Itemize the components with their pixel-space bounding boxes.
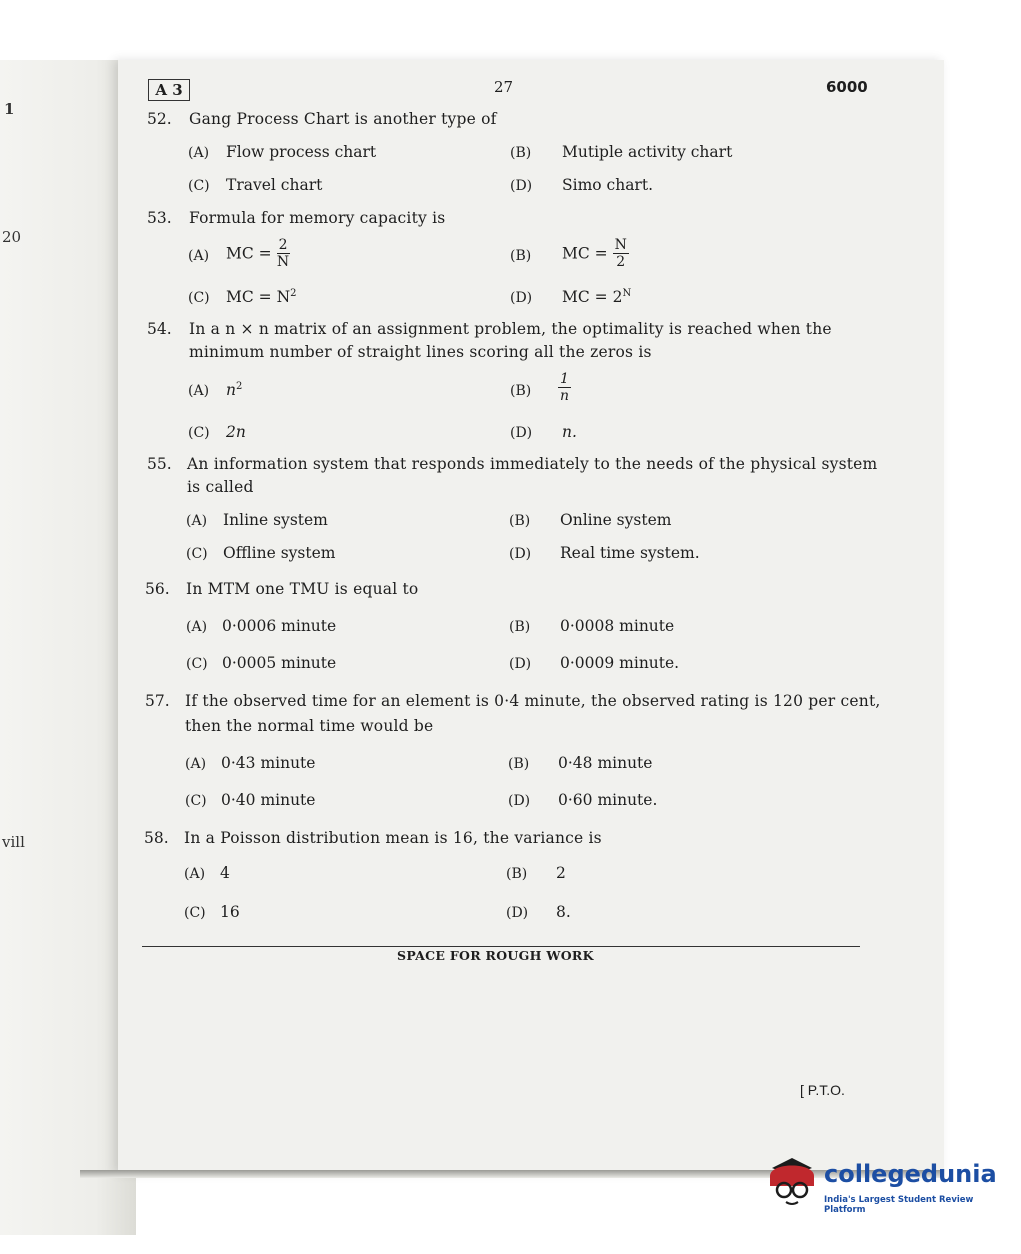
option-label: (C) bbox=[185, 793, 207, 809]
question-number: 54. bbox=[147, 320, 172, 338]
option-text: Real time system. bbox=[560, 544, 700, 562]
question-text: then the normal time would be bbox=[185, 717, 434, 735]
question-text: In MTM one TMU is equal to bbox=[186, 580, 419, 598]
option-label: (C) bbox=[186, 546, 208, 562]
brand-tagline: India's Largest Student Review Platform bbox=[824, 1195, 974, 1215]
question-text: In a n × n matrix of an assignment problem, the optimality is reached when the bbox=[189, 320, 832, 338]
option-text: 0·60 minute. bbox=[558, 791, 658, 809]
option-text: 0·0005 minute bbox=[222, 654, 337, 672]
option-label: (D) bbox=[510, 178, 533, 194]
option-label: (D) bbox=[506, 905, 529, 921]
formula-option: $\frac{1}{n}$ bbox=[559, 371, 569, 404]
option-label: (A) bbox=[188, 383, 210, 399]
question-number: 57. bbox=[145, 692, 170, 710]
option-label: (A) bbox=[186, 619, 208, 635]
question-text: In a Poisson distribution mean is 16, the variance is bbox=[184, 829, 602, 847]
option-label: (B) bbox=[509, 513, 531, 529]
pto-note: [ P.T.O. bbox=[800, 1082, 845, 1098]
option-text: 0·40 minute bbox=[221, 791, 316, 809]
rough-work-divider bbox=[142, 946, 860, 947]
option-text: 2 bbox=[556, 864, 566, 882]
question-number: 52. bbox=[147, 110, 172, 128]
question-text: If the observed time for an element is 0·4 minute, the observed rating is 120 per cent, bbox=[185, 692, 881, 710]
option-label: (D) bbox=[510, 290, 533, 306]
option-label: (D) bbox=[509, 546, 532, 562]
option-label: (A) bbox=[188, 145, 210, 161]
question-number: 56. bbox=[145, 580, 170, 598]
option-label: (B) bbox=[509, 619, 531, 635]
graduate-mascot-icon bbox=[764, 1146, 820, 1210]
question-text: Formula for memory capacity is bbox=[189, 209, 446, 227]
option-label: (C) bbox=[188, 425, 210, 441]
option-text: n. bbox=[562, 423, 577, 441]
option-label: (A) bbox=[185, 756, 207, 772]
option-text: 8. bbox=[556, 903, 571, 921]
option-text: 4 bbox=[220, 864, 230, 882]
paper-code: 6000 bbox=[826, 78, 868, 96]
question-text: Gang Process Chart is another type of bbox=[189, 110, 497, 128]
question-text: is called bbox=[187, 478, 254, 496]
option-text: 0·0008 minute bbox=[560, 617, 675, 635]
option-label: (D) bbox=[509, 656, 532, 672]
formula-option: MC = $2^N$ bbox=[562, 288, 632, 307]
option-label: (C) bbox=[186, 656, 208, 672]
rough-work-label: SPACE FOR ROUGH WORK bbox=[397, 948, 594, 963]
question-text: An information system that responds immediately to the needs of the physical system bbox=[187, 455, 878, 473]
question-text: minimum number of straight lines scoring all the zeros is bbox=[189, 343, 652, 361]
formula-option: MC = $\frac{2}{N}$ bbox=[226, 237, 290, 270]
option-text: Mutiple activity chart bbox=[562, 143, 733, 161]
set-code-box: A 3 bbox=[148, 79, 190, 101]
option-label: (C) bbox=[188, 290, 210, 306]
option-label: (D) bbox=[508, 793, 531, 809]
option-label: (B) bbox=[506, 866, 528, 882]
option-text: Flow process chart bbox=[226, 143, 377, 161]
option-label: (B) bbox=[510, 248, 532, 264]
question-number: 53. bbox=[147, 209, 172, 227]
option-label: (C) bbox=[188, 178, 210, 194]
option-text: Inline system bbox=[223, 511, 328, 529]
option-label: (C) bbox=[184, 905, 206, 921]
margin-fragment: vill bbox=[2, 833, 25, 851]
option-text: 16 bbox=[220, 903, 240, 921]
collegedunia-watermark bbox=[764, 1146, 997, 1216]
page-number: 27 bbox=[494, 78, 514, 96]
margin-fragment: 20 bbox=[2, 228, 22, 246]
option-text: 0·48 minute bbox=[558, 754, 653, 772]
option-label: (D) bbox=[510, 425, 533, 441]
option-label: (B) bbox=[508, 756, 530, 772]
formula-option: MC = $\frac{N}{2}$ bbox=[562, 237, 627, 270]
margin-fragment: 1 bbox=[4, 100, 15, 118]
formula-option: MC = $N^2$ bbox=[226, 288, 297, 307]
option-text: Offline system bbox=[223, 544, 336, 562]
option-label: (B) bbox=[510, 145, 532, 161]
option-text: 0·43 minute bbox=[221, 754, 316, 772]
option-text: Travel chart bbox=[226, 176, 323, 194]
option-label: (A) bbox=[184, 866, 206, 882]
option-text: Online system bbox=[560, 511, 672, 529]
option-label: (B) bbox=[510, 383, 532, 399]
question-number: 58. bbox=[144, 829, 169, 847]
brand-name: collegedunia bbox=[824, 1160, 997, 1188]
option-text: 2n bbox=[226, 423, 246, 441]
option-text: Simo chart. bbox=[562, 176, 654, 194]
option-text: 0·0009 minute. bbox=[560, 654, 680, 672]
option-text: 0·0006 minute bbox=[222, 617, 337, 635]
question-number: 55. bbox=[147, 455, 172, 473]
option-label: (A) bbox=[188, 248, 210, 264]
option-label: (A) bbox=[186, 513, 208, 529]
option-text: $n^2$ bbox=[226, 381, 243, 400]
